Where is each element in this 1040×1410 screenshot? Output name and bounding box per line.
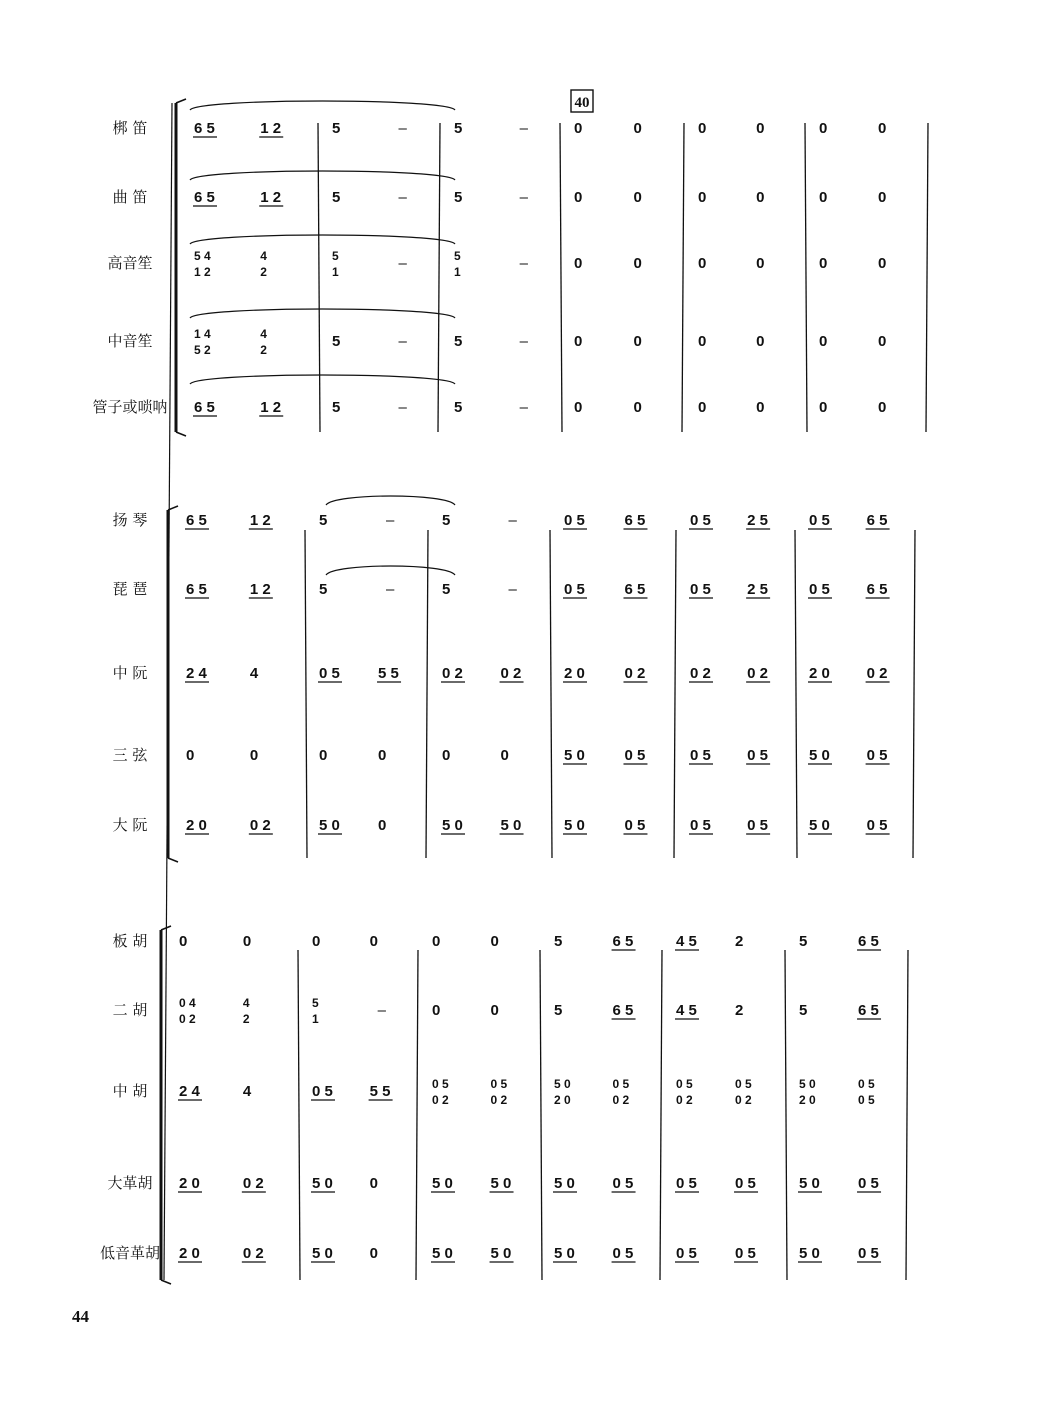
note-text: 5 <box>799 1002 808 1019</box>
barline <box>305 530 307 858</box>
instrument-name: 中音笙 <box>107 332 153 350</box>
note-text: 5 <box>554 933 563 950</box>
barline <box>795 530 797 858</box>
note-text: 5 0 <box>564 747 585 764</box>
note-text: 5 <box>332 249 339 263</box>
note-text: 0 5 <box>735 1245 756 1262</box>
note-text: 0 5 <box>676 1077 693 1091</box>
sustain-dash: – <box>386 581 395 598</box>
note-text: 2 0 <box>186 817 207 834</box>
sustain-dash: – <box>386 512 395 529</box>
note-text: 0 <box>819 399 828 416</box>
sustain-dash: – <box>508 512 517 529</box>
slur <box>190 375 455 384</box>
note-text: 2 0 <box>554 1093 571 1107</box>
note-text: 0 <box>369 1245 378 1262</box>
note-text: 6 5 <box>624 581 646 598</box>
note-text: 4 <box>242 1083 252 1100</box>
instrument-name: 中 阮 <box>112 664 148 682</box>
note-text: 6 5 <box>612 1002 634 1019</box>
note-text: 2 <box>242 1012 250 1026</box>
note-text: 0 <box>633 333 642 350</box>
note-text: 0 5 <box>690 581 711 598</box>
note-text: 6 5 <box>186 512 207 529</box>
note-text: 5 0 <box>799 1077 816 1091</box>
note-text: 5 0 <box>799 1245 820 1262</box>
slur <box>326 496 455 505</box>
barline <box>660 950 662 1280</box>
note-text: 0 5 <box>490 1077 508 1091</box>
note-text: 5 0 <box>490 1175 512 1192</box>
sustain-dash: – <box>398 399 407 416</box>
sustain-dash: – <box>519 255 528 272</box>
note-text: 4 5 <box>676 933 697 950</box>
note-text: 0 <box>819 189 828 206</box>
note-text: 5 <box>312 996 319 1010</box>
barline <box>906 950 908 1280</box>
note-text: 0 2 <box>242 1245 264 1262</box>
note-text: 0 5 <box>690 817 711 834</box>
note-text: 0 5 <box>624 817 646 834</box>
note-text: 0 2 <box>624 665 646 682</box>
note-text: 0 5 <box>858 1093 875 1107</box>
note-text: 0 <box>633 189 642 206</box>
note-text: 0 5 <box>735 1175 756 1192</box>
note-text: 5 0 <box>319 817 340 834</box>
note-text: 2 0 <box>179 1245 200 1262</box>
note-text: 5 <box>332 399 341 416</box>
note-text: 5 <box>554 1002 563 1019</box>
note-text: 0 2 <box>179 1012 196 1026</box>
note-text: 0 2 <box>490 1093 508 1107</box>
note-text: 0 <box>819 120 828 137</box>
note-text: 0 5 <box>564 581 585 598</box>
sustain-dash: – <box>508 581 517 598</box>
note-text: 0 <box>878 120 887 137</box>
sustain-dash: – <box>398 189 407 206</box>
note-text: 5 <box>799 933 808 950</box>
note-text: 2 0 <box>809 665 830 682</box>
note-text: 6 5 <box>612 933 634 950</box>
note-text: 0 <box>878 333 887 350</box>
note-text: 0 <box>756 333 765 350</box>
instrument-name: 大 阮 <box>112 816 148 834</box>
sustain-dash: – <box>519 333 528 350</box>
note-text: 0 5 <box>858 1175 879 1192</box>
note-text: 6 5 <box>866 581 888 598</box>
note-text: 0 <box>442 747 451 764</box>
note-text: 0 5 <box>676 1175 697 1192</box>
note-text: 5 0 <box>554 1077 571 1091</box>
note-text: 0 <box>633 120 642 137</box>
note-text: 2 <box>260 265 267 279</box>
note-text: 0 <box>878 255 887 272</box>
sustain-dash: – <box>398 333 407 350</box>
note-text: 6 5 <box>624 512 646 529</box>
sustain-dash: – <box>377 1002 386 1019</box>
note-text: 2 0 <box>564 665 585 682</box>
note-text: 4 <box>249 665 259 682</box>
note-text: 0 2 <box>442 665 463 682</box>
note-text: 0 <box>698 333 707 350</box>
note-text: 0 2 <box>432 1093 449 1107</box>
note-text: 0 <box>574 399 583 416</box>
note-text: 0 <box>574 333 583 350</box>
note-text: 0 5 <box>624 747 646 764</box>
note-text: 2 <box>735 1002 744 1019</box>
note-text: 2 0 <box>799 1093 816 1107</box>
note-text: 5 5 <box>369 1083 391 1100</box>
note-text: 0 5 <box>319 665 340 682</box>
barline <box>416 950 418 1280</box>
sustain-dash: – <box>519 120 528 137</box>
note-text: 0 5 <box>690 512 711 529</box>
barline <box>913 530 915 858</box>
note-text: 0 <box>878 399 887 416</box>
note-text: 0 <box>633 255 642 272</box>
note-text: 5 <box>454 399 463 416</box>
page-number: 44 <box>72 1307 89 1326</box>
barline <box>438 123 440 432</box>
instrument-name: 琵 琶 <box>112 580 148 598</box>
note-text: 0 2 <box>676 1093 693 1107</box>
note-text: 6 5 <box>866 512 888 529</box>
sustain-dash: – <box>398 255 407 272</box>
note-text: 1 2 <box>194 265 211 279</box>
note-text: 0 <box>756 189 765 206</box>
note-text: 0 2 <box>690 665 711 682</box>
note-text: 0 2 <box>500 665 522 682</box>
note-text: 0 <box>698 399 707 416</box>
barline <box>674 530 676 858</box>
note-text: 5 <box>454 249 461 263</box>
barline <box>785 950 787 1280</box>
note-text: 0 5 <box>747 747 768 764</box>
note-text: 5 0 <box>432 1245 453 1262</box>
note-text: 0 <box>179 933 188 950</box>
slur <box>190 171 455 180</box>
note-text: 6 5 <box>194 189 215 206</box>
note-text: 0 <box>756 120 765 137</box>
note-text: 5 <box>319 512 328 529</box>
slur <box>190 235 455 244</box>
note-text: 0 <box>490 933 499 950</box>
sustain-dash: – <box>398 120 407 137</box>
note-text: 0 2 <box>747 665 768 682</box>
note-text: 5 0 <box>799 1175 820 1192</box>
note-text: 5 0 <box>809 747 830 764</box>
instrument-name: 板 胡 <box>112 932 148 950</box>
note-text: 0 5 <box>612 1077 630 1091</box>
note-text: 6 5 <box>858 1002 879 1019</box>
note-text: 5 0 <box>312 1175 333 1192</box>
note-text: 5 5 <box>378 665 399 682</box>
barline <box>318 123 320 432</box>
barline <box>560 123 562 432</box>
note-text: 5 0 <box>564 817 585 834</box>
note-text: 0 5 <box>735 1077 752 1091</box>
note-text: 0 5 <box>809 512 830 529</box>
instrument-name: 中 胡 <box>112 1082 148 1100</box>
note-text: 0 <box>756 399 765 416</box>
note-text: 5 <box>332 333 341 350</box>
note-text: 0 <box>312 933 321 950</box>
note-text: 5 0 <box>554 1245 575 1262</box>
note-text: 0 <box>432 1002 441 1019</box>
note-text: 0 <box>878 189 887 206</box>
instrument-name: 高音笙 <box>107 254 153 272</box>
note-text: 0 <box>369 1175 378 1192</box>
note-text: 1 <box>332 265 339 279</box>
note-text: 0 <box>490 1002 499 1019</box>
note-text: 0 <box>819 255 828 272</box>
note-text: 6 5 <box>186 581 207 598</box>
note-text: 0 <box>369 933 378 950</box>
barline <box>426 530 428 858</box>
rehearsal-mark: 40 <box>574 95 590 111</box>
note-text: 0 2 <box>612 1093 630 1107</box>
note-text: 5 <box>454 189 463 206</box>
instrument-name: 三 弦 <box>112 746 148 764</box>
note-text: 5 2 <box>194 343 211 357</box>
note-text: 1 <box>312 1012 319 1026</box>
note-text: 6 5 <box>194 120 215 137</box>
note-text: 4 5 <box>676 1002 697 1019</box>
note-text: 0 4 <box>179 996 196 1010</box>
note-text: 1 4 <box>194 327 211 341</box>
note-text: 0 5 <box>809 581 830 598</box>
note-text: 5 <box>319 581 328 598</box>
note-text: 1 2 <box>249 512 271 529</box>
note-text: 5 <box>332 189 341 206</box>
bracket-hook <box>176 432 186 436</box>
note-text: 0 5 <box>612 1245 634 1262</box>
note-text: 5 <box>332 120 341 137</box>
note-text: 2 5 <box>747 581 768 598</box>
slur <box>190 101 455 110</box>
bracket-hook <box>176 99 186 103</box>
note-text: 2 <box>735 933 744 950</box>
instrument-name: 曲 笛 <box>112 188 148 206</box>
note-text: 0 2 <box>249 817 271 834</box>
note-text: 5 0 <box>500 817 522 834</box>
note-text: 5 <box>442 581 451 598</box>
note-text: 0 5 <box>676 1245 697 1262</box>
instrument-name: 低音革胡 <box>99 1244 161 1262</box>
note-text: 5 0 <box>490 1245 512 1262</box>
barline <box>926 123 928 432</box>
note-text: 5 0 <box>432 1175 453 1192</box>
note-text: 2 0 <box>179 1175 200 1192</box>
note-text: 5 <box>454 333 463 350</box>
note-text: 2 <box>260 343 267 357</box>
note-text: 1 2 <box>260 189 282 206</box>
note-text: 0 <box>378 817 387 834</box>
note-text: 4 <box>260 249 267 263</box>
instrument-name: 梆 笛 <box>112 119 148 137</box>
note-text: 6 5 <box>858 933 879 950</box>
bracket-hook <box>161 1280 171 1284</box>
instrument-name: 扬 琴 <box>112 511 148 529</box>
note-text: 0 5 <box>312 1083 333 1100</box>
note-text: 0 2 <box>735 1093 752 1107</box>
note-text: 0 <box>574 189 583 206</box>
note-text: 0 5 <box>866 747 888 764</box>
note-text: 0 <box>319 747 328 764</box>
note-text: 0 2 <box>866 665 888 682</box>
note-text: 0 <box>574 120 583 137</box>
note-text: 0 <box>432 933 441 950</box>
note-text: 0 <box>574 255 583 272</box>
note-text: 1 2 <box>260 399 282 416</box>
note-text: 0 5 <box>432 1077 449 1091</box>
note-text: 0 <box>500 747 509 764</box>
note-text: 4 <box>260 327 267 341</box>
note-text: 5 0 <box>442 817 463 834</box>
instrument-name: 管子或唢呐 <box>92 398 168 416</box>
note-text: 0 5 <box>564 512 585 529</box>
note-text: 0 5 <box>866 817 888 834</box>
note-text: 1 <box>454 265 461 279</box>
note-text: 0 2 <box>242 1175 264 1192</box>
barline <box>682 123 684 432</box>
sustain-dash: – <box>519 399 528 416</box>
note-text: 0 <box>249 747 259 764</box>
note-text: 0 <box>378 747 387 764</box>
slur <box>190 309 455 318</box>
barline <box>550 530 552 858</box>
note-text: 5 <box>454 120 463 137</box>
note-text: 1 2 <box>249 581 271 598</box>
note-text: 2 5 <box>747 512 768 529</box>
note-text: 0 <box>756 255 765 272</box>
note-text: 0 <box>698 120 707 137</box>
note-text: 5 0 <box>809 817 830 834</box>
note-text: 0 <box>698 189 707 206</box>
note-text: 0 <box>242 933 252 950</box>
barline <box>540 950 542 1280</box>
note-text: 1 2 <box>260 120 282 137</box>
note-text: 2 4 <box>179 1083 200 1100</box>
note-text: 0 <box>819 333 828 350</box>
note-text: 5 0 <box>554 1175 575 1192</box>
note-text: 0 <box>698 255 707 272</box>
note-text: 5 0 <box>312 1245 333 1262</box>
note-text: 5 4 <box>194 249 211 263</box>
note-text: 0 5 <box>858 1077 875 1091</box>
note-text: 5 <box>442 512 451 529</box>
sustain-dash: – <box>519 189 528 206</box>
barline <box>805 123 807 432</box>
slur <box>326 566 455 575</box>
note-text: 0 5 <box>612 1175 634 1192</box>
note-text: 0 <box>633 399 642 416</box>
instrument-name: 大革胡 <box>107 1174 153 1192</box>
note-text: 0 5 <box>858 1245 879 1262</box>
barline <box>298 950 300 1280</box>
note-text: 0 5 <box>747 817 768 834</box>
note-text: 0 5 <box>690 747 711 764</box>
bracket-hook <box>168 858 178 862</box>
instrument-name: 二 胡 <box>112 1001 148 1019</box>
note-text: 0 <box>186 747 195 764</box>
note-text: 6 5 <box>194 399 215 416</box>
note-text: 2 4 <box>186 665 207 682</box>
note-text: 4 <box>242 996 250 1010</box>
